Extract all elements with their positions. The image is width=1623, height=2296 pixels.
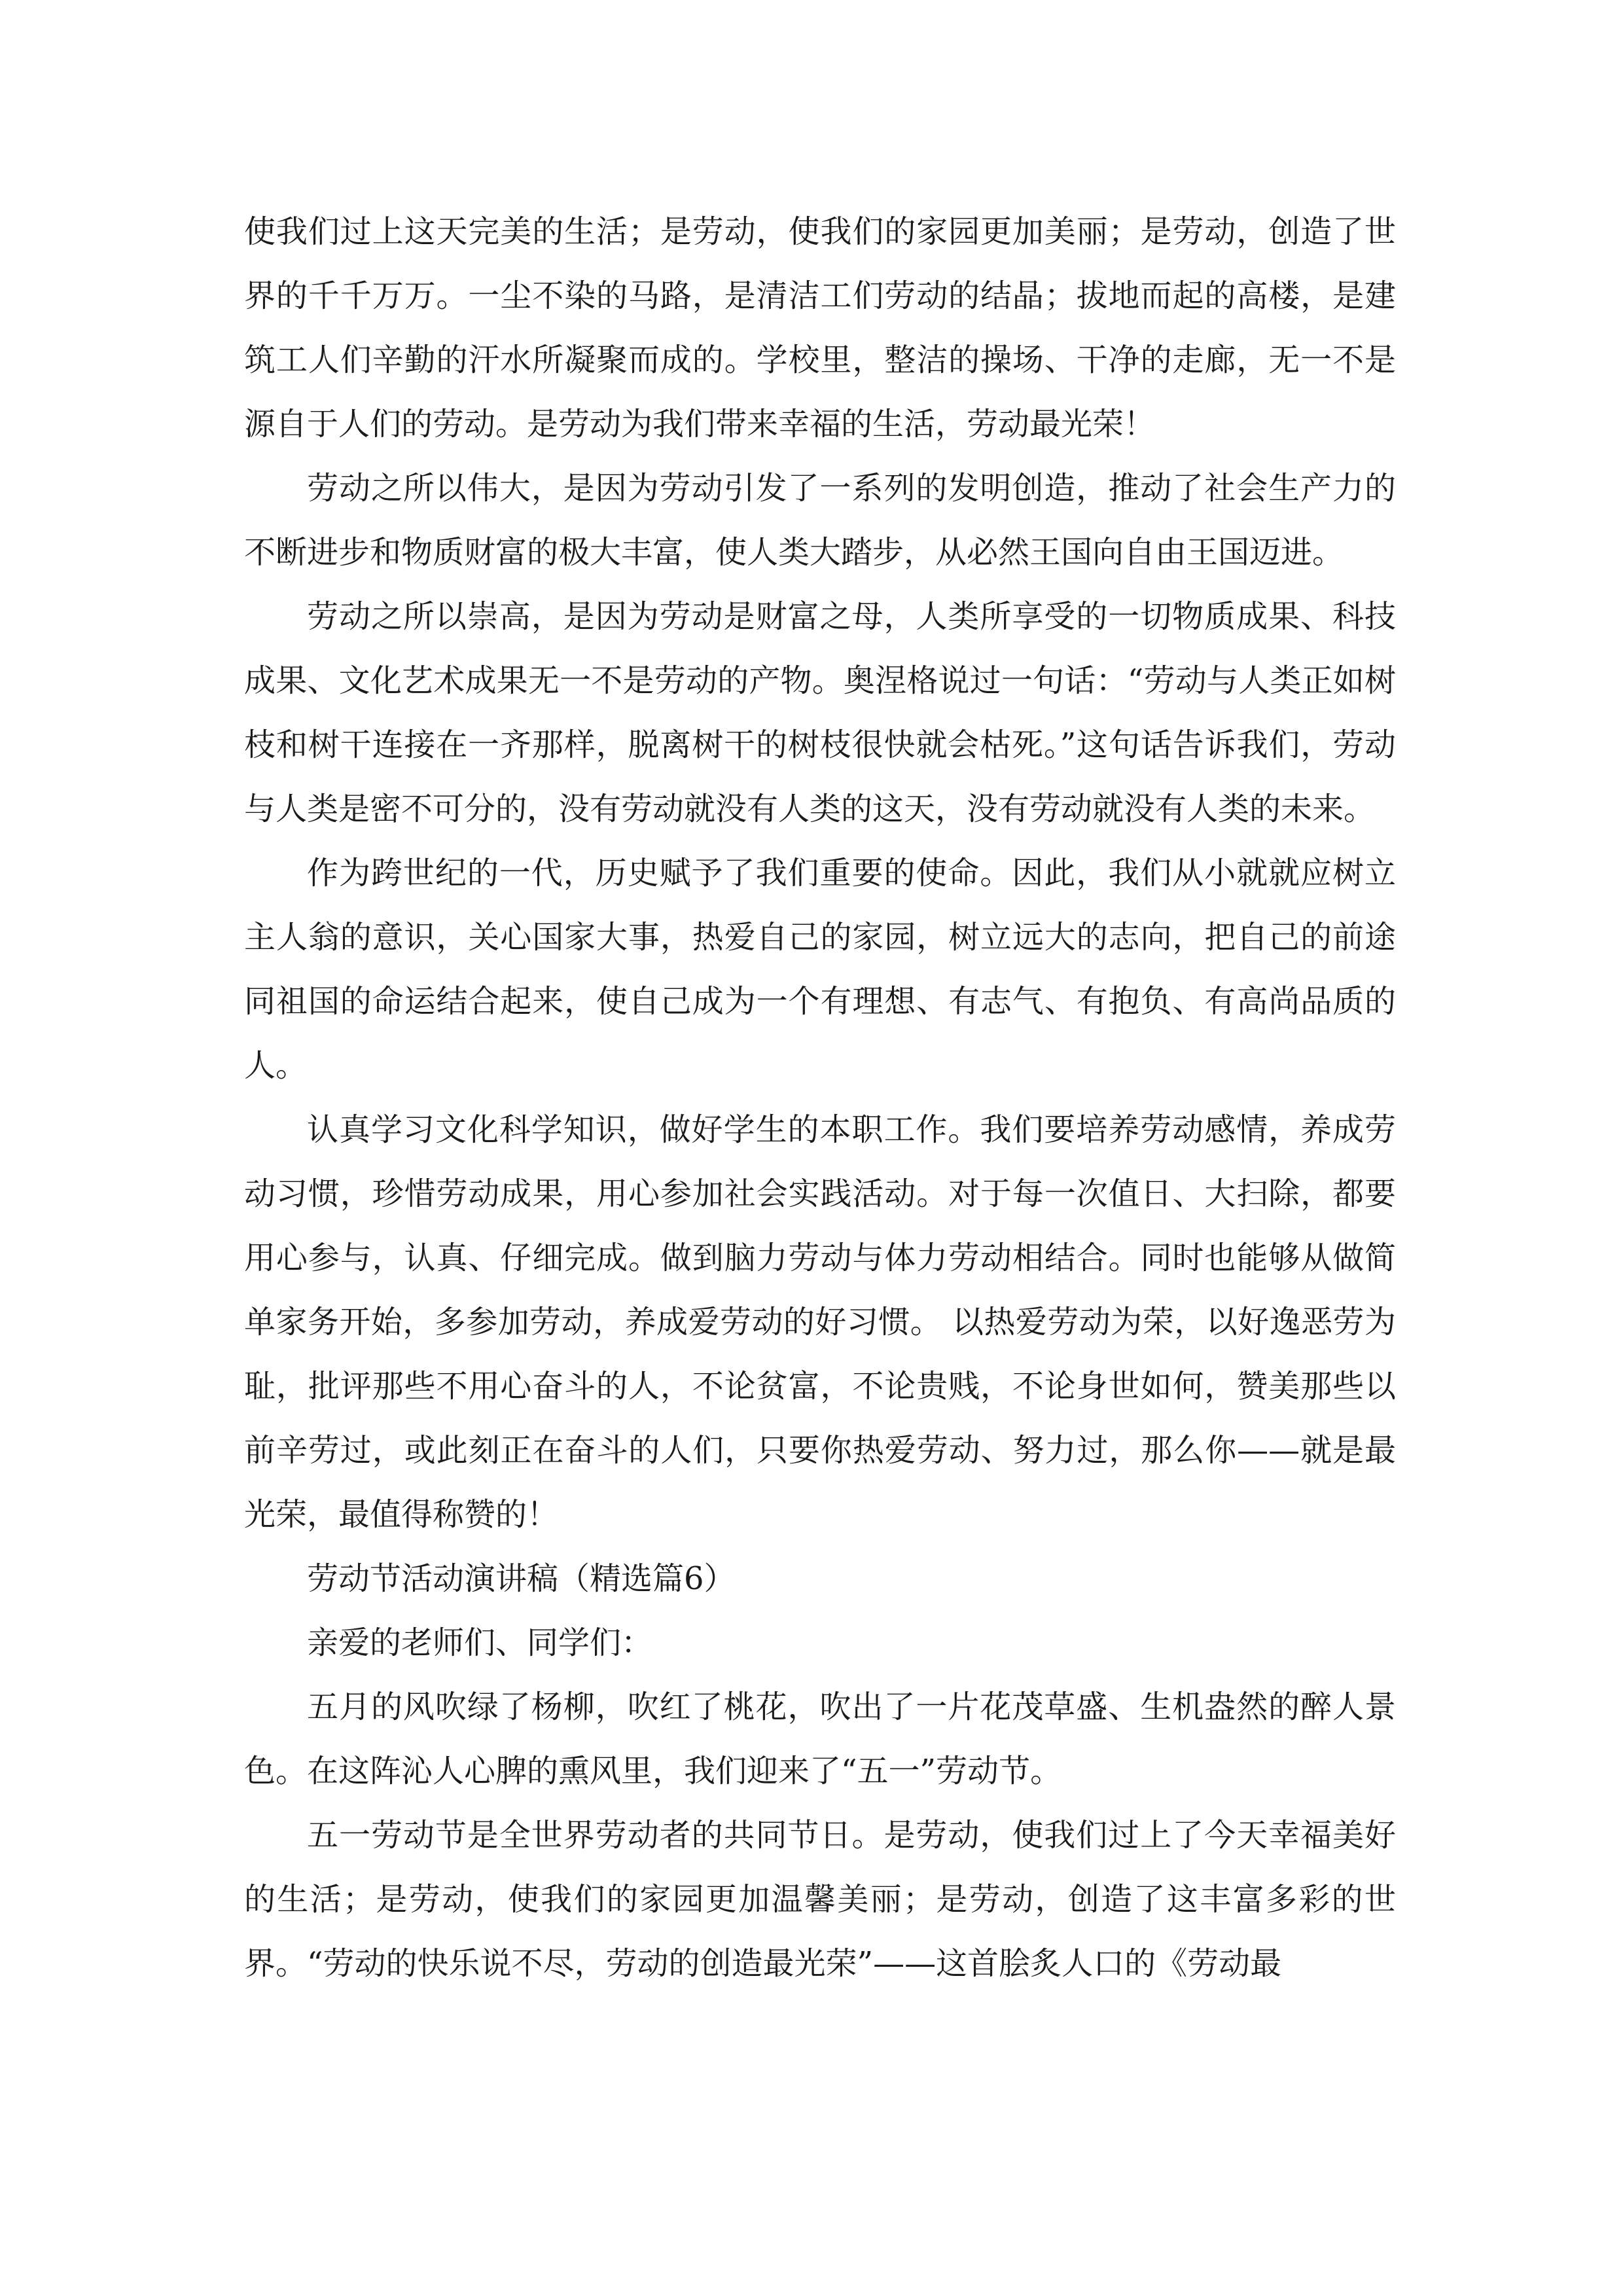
document-body — [244, 200, 1396, 1996]
paragraph-2: 劳动之所以伟大，是因为劳动引发了一系列的发明创造，推动了社会生产力的不断进步和物质财富的极大丰富，使人类大踏步，从必然王国向自由王国迈进。 — [244, 470, 1396, 571]
paragraph-6: 五月的风吹绿了杨柳，吹红了桃花，吹出了一片花茂草盛、生机盎然的醉人景色。在这阵沁人心脾的熏风里，我们迎来了“五一”劳动节。 — [244, 1689, 1396, 1789]
section-heading: 劳动节活动演讲稿（精选篇6） — [307, 1560, 736, 1597]
paragraph-4: 作为跨世纪的一代，历史赋予了我们重要的使命。因此，我们从小就就应树立主人翁的意识，关心国家大事，热爱自己的家园，树立远大的志向，把自己的前途同祖国的命运结合起来，使自己成为一个有理想、有志气、有抱负、有高尚品质的人。 — [244, 855, 1396, 1084]
salutation: 亲爱的老师们、同学们： — [307, 1624, 653, 1661]
paragraph-1: 使我们过上这天完美的生活；是劳动，使我们的家园更加美丽；是劳动，创造了世界的千千万万。一尘不染的马路，是清洁工们劳动的结晶；拔地而起的高楼，是建筑工人们辛勤的汗水所凝聚而成的。学校里，整洁的操场、干净的走廊，无一不是源自于人们的劳动。是劳动为我们带来幸福的生活，劳动最光荣！ — [244, 213, 1396, 442]
paragraph-7: 五一劳动节是全世界劳动者的共同节日。是劳动，使我们过上了今天幸福美好的生活；是劳动，使我们的家园更加温馨美丽；是劳动，创造了这丰富多彩的世界。“劳动的快乐说不尽，劳动的创造最光荣”——这首脍炙人口的《劳动最 — [244, 1817, 1396, 1982]
paragraph-5: 认真学习文化科学知识，做好学生的本职工作。我们要培养劳动感情，养成劳动习惯，珍惜劳动成果，用心参加社会实践活动。对于每一次值日、大扫除，都要用心参与，认真、仔细完成。做到脑力劳动与体力劳动相结合。同时也能够从做简单家务开始，多参加劳动，养成爱劳动的好习惯。 以热爱劳动为荣，以好逸恶劳为耻，批评那些不用心奋斗的人，不论贫富，不论贵贱，不论身世如何，赞美那些以前辛劳过，或此刻正在奋斗的人们，只要你热爱劳动、努力过，那么你——就是最光荣，最值得称赞的！ — [244, 1111, 1396, 1533]
paragraph-3: 劳动之所以崇高，是因为劳动是财富之母，人类所享受的一切物质成果、科技成果、文化艺术成果无一不是劳动的产物。奥涅格说过一句话：“劳动与人类正如树枝和树干连接在一齐那样，脱离树干的树枝很快就会枯死。”这句话告诉我们，劳动与人类是密不可分的，没有劳动就没有人类的这天，没有劳动就没有人类的未来。 — [244, 598, 1396, 827]
